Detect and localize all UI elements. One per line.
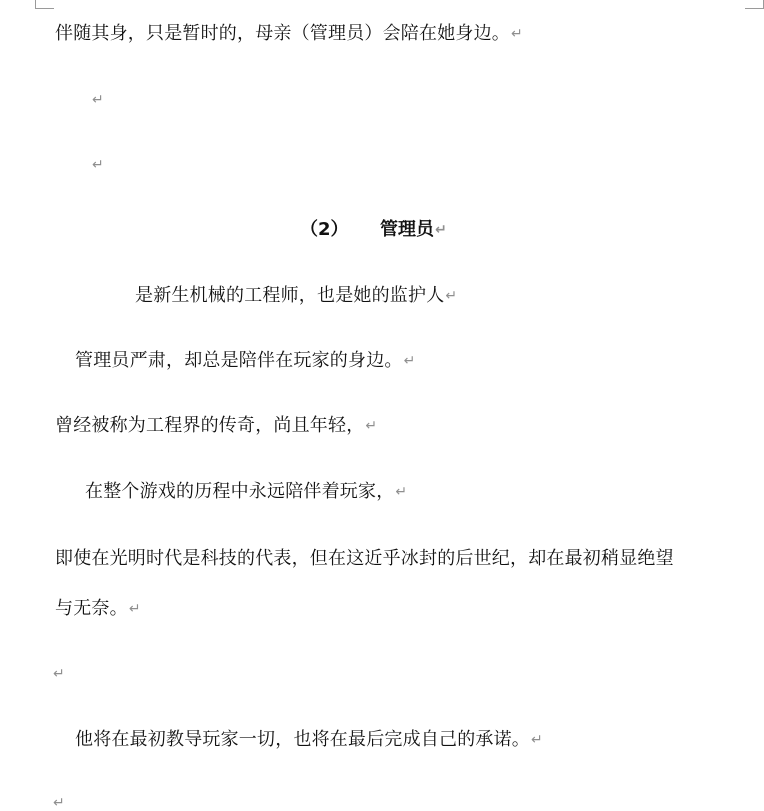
paragraph-line-7[interactable] [75,728,543,753]
empty-paragraph-mark-icon[interactable]: ↵ [92,92,104,108]
paragraph-mark-icon: ↵ [531,732,543,748]
paragraph-text: 即使在光明时代是科技的代表，但在这近乎冰封的后世纪，却在最初稍显绝望 [55,548,674,569]
paragraph-mark-icon: ↵ [395,484,408,500]
heading-title: 管理员 [380,219,434,240]
paragraph-line-2[interactable] [135,284,457,309]
empty-paragraph-mark-icon[interactable]: ↵ [53,666,65,682]
paragraph-line-1[interactable] [55,22,523,47]
crop-mark-top-right [745,0,764,9]
paragraph-line-5[interactable] [85,480,407,505]
paragraph-text: 管理员严肃，却总是陪伴在玩家的身边。 [75,350,403,371]
paragraph-text: 与无奈。 [55,598,128,619]
paragraph-mark-icon: ↵ [445,288,458,304]
empty-paragraph-mark-icon[interactable]: ↵ [53,795,65,811]
paragraph-line-6b[interactable] [55,597,141,622]
paragraph-line-4[interactable] [55,414,377,439]
paragraph-text: 在整个游戏的历程中永远陪伴着玩家， [85,481,395,502]
paragraph-mark-icon: ↵ [435,222,447,238]
section-heading[interactable] [300,218,447,243]
paragraph-mark-icon: ↵ [511,26,523,42]
paragraph-line-3[interactable] [75,349,416,374]
paragraph-text: 曾经被称为工程界的传奇，尚且年轻， [55,415,365,436]
paragraph-text: 他将在最初教导玩家一切，也将在最后完成自己的承诺。 [75,729,530,750]
empty-paragraph-mark-icon[interactable]: ↵ [92,157,104,173]
paragraph-mark-icon: ↵ [403,353,416,369]
paragraph-mark-icon: ↵ [365,418,378,434]
paragraph-mark-icon: ↵ [128,601,141,617]
heading-number: （2） [300,219,349,240]
crop-mark-top-left [35,0,54,9]
paragraph-text: 是新生机械的工程师，也是她的监护人 [135,285,445,306]
paragraph-line-6a[interactable] [55,547,674,571]
paragraph-text: 伴随其身，只是暂时的，母亲（管理员）会陪在她身边。 [55,23,510,44]
